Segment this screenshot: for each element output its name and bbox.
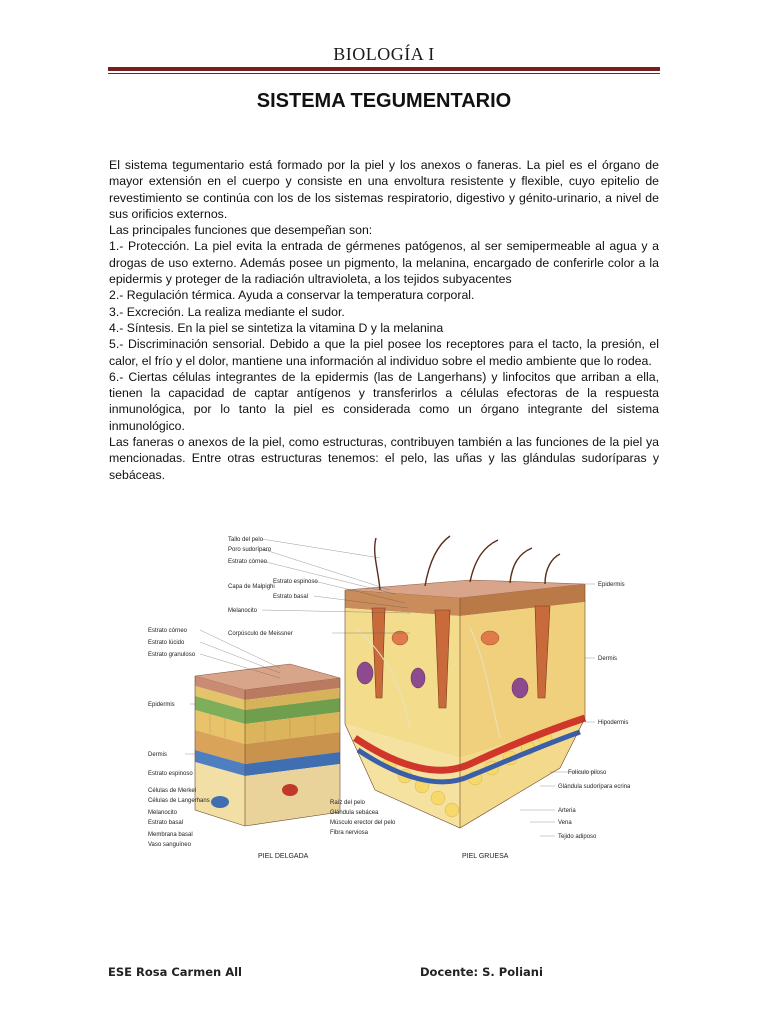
label-hipodermis: Hipodermis — [598, 720, 629, 726]
label-estrato-espinoso-left: Estrato espinoso — [148, 771, 193, 777]
label-glandula-sebacea: Glándula sebácea — [330, 810, 379, 816]
label-vaso-sanguineo: Vaso sanguíneo — [148, 842, 191, 848]
label-estrato-corneo-top: Estrato córneo — [228, 559, 268, 565]
paragraph-function-1: 1.- Protección. La piel evita la entrada de gérmenes patógenos, al ser semipermeable al agua y a drogas de uso externo. Además posee un pigmento, la melanina, encargado de conferirle color a la epidermis y proteger de la radiación ultravioleta, a los tejidos subyacentes — [109, 239, 659, 287]
paragraph-function-3: 3.- Excreción. La realiza mediante el sudor. — [109, 304, 345, 319]
label-glandula-sudoripara-ecrina: Glándula sudorípara ecrina — [558, 784, 630, 790]
footer-teacher: Docente: S. Poliani — [420, 965, 543, 979]
label-capa-de-malpighi: Capa de Malpighi — [228, 584, 275, 590]
paragraph-intro: El sistema tegumentario está formado por la piel y los anexos o faneras. La piel es el órgano de mayor extensión en el cuerpo y consiste en una envoltura resistente y flexible, cuyo epitelio de revestimiento se continúa con los de los sistemas respiratorio, digestivo y génito-urinario, a nivel de sus orificios externos. — [109, 158, 659, 221]
label-celulas-de-langerhans: Células de Langerhans — [148, 798, 210, 804]
label-musculo-erector-del-pelo: Músculo erector del pelo — [330, 820, 396, 826]
thick-skin-block — [345, 536, 585, 828]
label-raiz-del-pelo: Raíz del pelo — [330, 800, 366, 806]
label-dermis-right: Dermis — [598, 656, 617, 662]
paragraph-function-2: 2.- Regulación térmica. Ayuda a conservar la temperatura corporal. — [109, 288, 475, 303]
label-melanocito-left: Melanocito — [148, 810, 178, 816]
caption-piel-gruesa: PIEL GRUESA — [462, 853, 509, 860]
label-estrato-basal-left: Estrato basal — [148, 820, 184, 826]
label-epidermis-right: Epidermis — [598, 582, 625, 588]
label-poro-sudoriparo: Poro sudoríparo — [228, 547, 272, 553]
label-corpusculo-de-meissner: Corpúsculo de Meissner — [228, 631, 293, 637]
paragraph-functions-intro: Las principales funciones que desempeñan son: — [109, 223, 373, 238]
label-membrana-basal: Membrana basal — [148, 832, 193, 838]
label-tejido-adiposo: Tejido adiposo — [558, 834, 597, 840]
paragraph-function-6: 6.- Ciertas células integrantes de la epidermis (las de Langerhans) y linfocitos que arriban a ella, tienen la capacidad de captar antígenos y transferirlos a células efectoras de la respuesta inmunológica, por lo tanto la piel es considerada como un órgano integrante del sistema inmunológico. — [109, 369, 659, 433]
label-celulas-de-merkel: Células de Merkel — [148, 788, 197, 794]
paragraph-function-5: 5.- Discriminación sensorial. Debido a que la piel posee los receptores para el tacto, la presión, el calor, el frío y el dolor, mantiene una información al individuo sobre el medio ambiente que lo rodea. — [109, 337, 659, 368]
label-estrato-basal-top: Estrato basal — [273, 594, 309, 600]
document-title: SISTEMA TEGUMENTARIO — [256, 90, 512, 112]
header-subject: BIOLOGÍA I — [333, 44, 435, 64]
paragraph-function-4: 4.- Síntesis. En la piel se sintetiza la vitamina D y la melanina — [109, 320, 444, 335]
header-rule-thin — [108, 73, 660, 74]
body-text — [109, 157, 659, 483]
header-rule — [108, 67, 660, 71]
label-vena: Vena — [558, 820, 572, 826]
label-epidermis-left: Epidermis — [148, 702, 175, 708]
label-tallo-del-pelo: Tallo del pelo — [228, 537, 264, 543]
skin-diagram — [140, 528, 630, 864]
thin-skin-block — [195, 664, 340, 826]
label-estrato-granuloso: Estrato granuloso — [148, 652, 196, 658]
paragraph-faneras: Las faneras o anexos de la piel, como estructuras, contribuyen también a las funciones de la piel ya mencionadas. Entre otras estructuras tenemos: el pelo, las uñas y las glándulas sudoríparas y sebáceas. — [109, 435, 659, 482]
label-arteria: Arteria — [558, 808, 576, 814]
footer-school: ESE Rosa Carmen All — [108, 965, 242, 979]
label-fibra-nerviosa: Fibra nerviosa — [330, 830, 369, 836]
label-foliculo-piloso: Folículo piloso — [568, 770, 607, 776]
label-dermis-left: Dermis — [148, 752, 167, 758]
label-estrato-espinoso-top: Estrato espinoso — [273, 579, 318, 585]
caption-piel-delgada: PIEL DELGADA — [258, 853, 309, 860]
label-estrato-lucido: Estrato lúcido — [148, 640, 185, 646]
label-melanocito-top: Melanocito — [228, 608, 258, 614]
label-estrato-corneo-left: Estrato córneo — [148, 628, 188, 634]
